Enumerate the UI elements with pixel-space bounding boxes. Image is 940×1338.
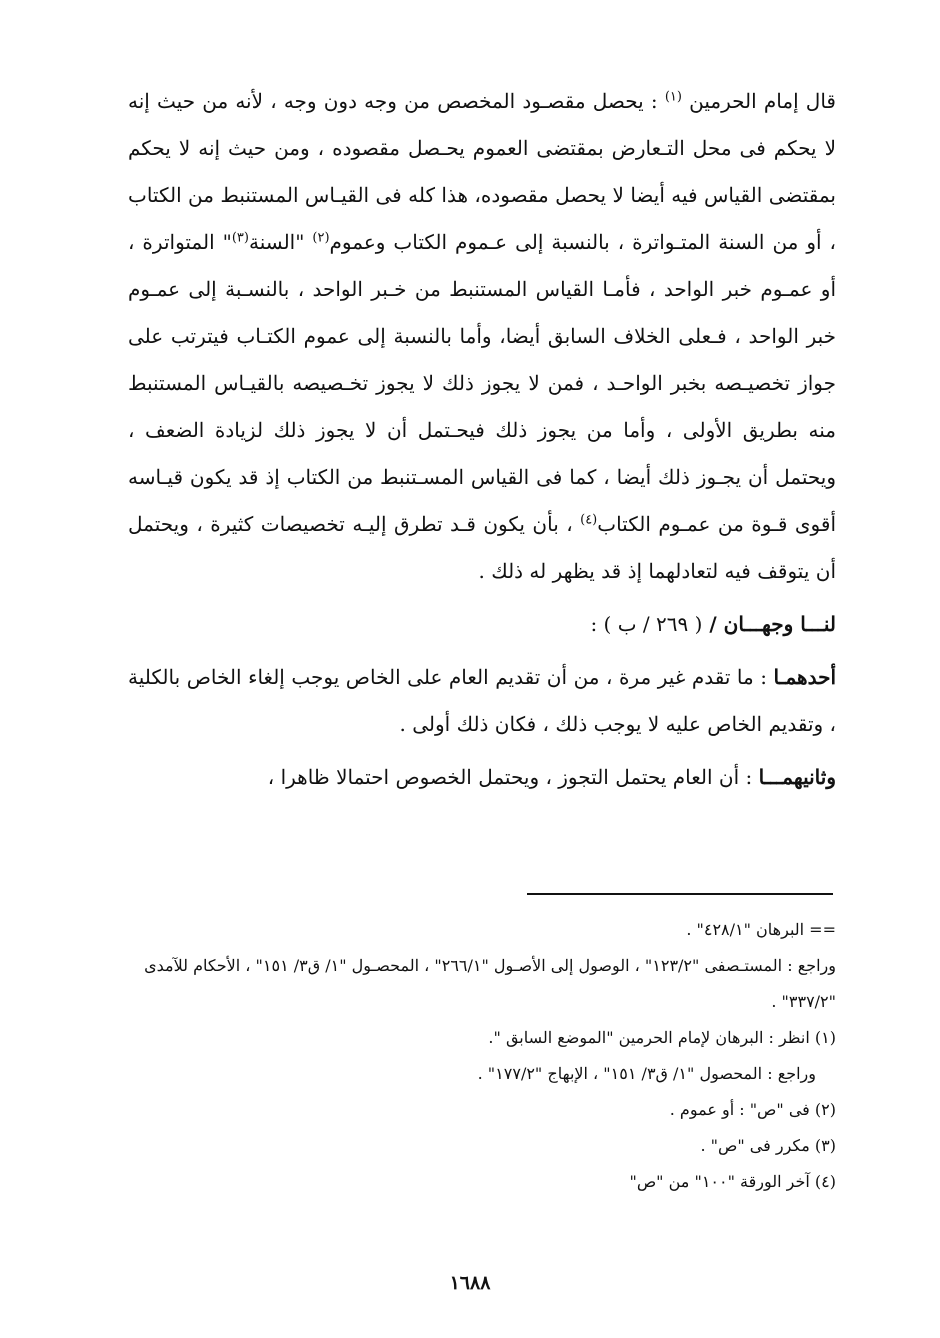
footnote-continuation: == البرهان "٤٢٨/١" . — [686, 920, 836, 939]
footnote-ref-1: (١) — [664, 89, 682, 105]
text-run: "السنة — [248, 230, 305, 254]
text-run: : ما تقدم غير مرة ، من أن تقديم العام على الخاص يوجب إلغاء الخاص بالكلية ، وتقديم الخاص عليه لا يوجب ذلك ، فكان ذلك أولى . — [128, 665, 836, 736]
footnote-3: (٣) مكرر فى "ص" . — [700, 1136, 836, 1155]
footnote-1: (١) انظر : البرهان لإمام الحرمين "الموضع السابق ". — [488, 1028, 836, 1047]
paragraph-3 — [128, 754, 836, 801]
footnote-ref-3: (٣) — [231, 230, 249, 246]
footnote-1-see-also: وراجع : المحصول "١/ ق٣/ ١٥١" ، الإبهاج "١٧٧/٢" . — [477, 1064, 816, 1083]
text-run: ، بأن يكون قـد تطرق إليـه تخصيصات كثيرة ، ويحتمل أن يتوقف فيه لتعادلهما إذ قد يظهر له ذلك . — [128, 512, 836, 583]
footnotes — [118, 912, 836, 1200]
footnote-see-also: وراجع : المستـصفى "١٢٣/٢" ، الوصول إلى الأصـول "٢٦٦/١" ، المحصـول "١/ ق٣/ ١٥١" ، الأحكام للآمدى "٣٣٧/٢" . — [144, 956, 836, 1011]
text-run: " المتواترة ، أو عمـوم خبر الواحد ، فأمـا القياس المستنبط من خـبر الواحد ، بالنسـبة إلى عمـوم خبر الواحد ، فـعلى الخلاف السابق أيضا، وأما بالنسبة إلى عموم الكتـاب فيترتب على جواز تخصيـصه بخبر الواحـد ، فمن لا يجوز ذلك لا يجوز تخـصيصه بالقيـاس المستنبط منه بطريق الأولى ، وأما من يجوز ذلك فيحـتمل أن لا يجوز ذلك لزيادة الضعف ، ويحتمل أن يجـوز ذلك أيضا ، كما فى القياس المسـتنبط من الكتاب إذ قد يكون قيـاسه أقوى قـوة من عمـوم الكتاب — [128, 230, 836, 536]
text-run: : يحصل مقصـود المخصص من وجه دون وجه ، لأنه من حيث إنه لا يحكم فى محل التـعارض بمقتضى العموم يحـصل مقصوده ، ومن حيث إنه لا يحكم بمقتضى القياس فيه أيضا لا يحصل مقصوده، هذا كله فى القيـاس المستنبط من الكتاب ، أو من السنة المتـواترة ، بالنسبة إلى عـموم الكتاب وعموم — [128, 89, 837, 254]
footnote-2: (٢) فى "ص" : أو عموم . — [669, 1100, 836, 1119]
heading-text: لنـــا وجهـــان / — [709, 612, 836, 636]
folio-marker: ( ٢٦٩ / ب ) : — [590, 612, 703, 636]
footnote-ref-4: (٤) — [580, 512, 598, 528]
footnote-divider — [527, 893, 833, 895]
page-number: ١٦٨٨ — [449, 1272, 491, 1294]
footnote-4: (٤) آخر الورقة "١٠٠" من "ص" — [629, 1172, 836, 1191]
paragraph-label: أحدهمـا — [773, 665, 836, 689]
section-heading — [128, 601, 836, 648]
paragraph-label: وثانيهمـــا — [758, 765, 836, 789]
text-run: : أن العام يحتمل التجوز ، ويحتمل الخصوص احتمالا ظاهرا ، — [267, 765, 753, 789]
main-text — [128, 78, 836, 801]
text-run: قال إمام الحرمين — [689, 89, 836, 113]
footnote-ref-2: (٢) — [312, 230, 330, 246]
paragraph-1 — [128, 78, 836, 595]
paragraph-2 — [128, 654, 836, 748]
